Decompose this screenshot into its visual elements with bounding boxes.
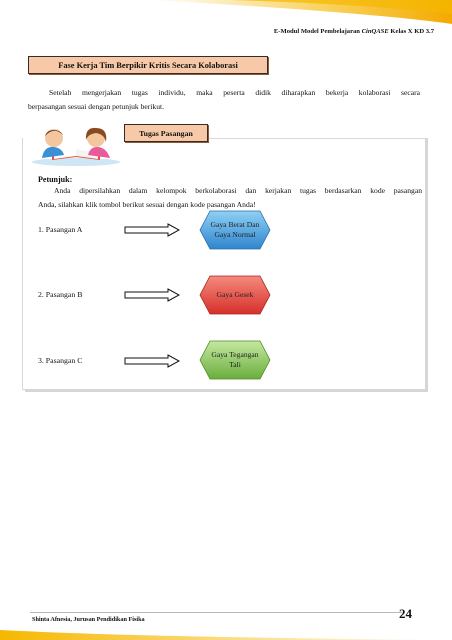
pair-c-button-label: Gaya Tegangan Tali [211,350,259,369]
section-title: Fase Kerja Tim Berpikir Kritis Secara Kolaborasi [28,56,268,74]
instructions-line-2: Anda, silahkan klik tombol berikut sesuai dengan kode pasangan Anda! [38,200,256,209]
pair-a-button[interactable] [198,209,272,251]
instructions-line-1: Anda dipersilahkan dalam kelompok berkolaborasi dan kerjakan tugas berdasarkan kode pasangan [54,186,422,195]
footer-decoration [0,626,452,640]
header-title: E-Modul Model Pembelajaran CinQASE Kelas X KD 3.7 [273,28,434,35]
task-title: Tugas Pasangan [124,124,208,142]
intro-paragraph-line-1: Setelah mengerjakan tugas individu, maka peserta didik diharapkan bekerja kolaborasi secara [49,88,420,97]
pair-b-label: 2. Pasangan B [38,290,83,299]
arrow-right-icon [124,354,180,368]
instructions-label: Petunjuk: [38,175,73,184]
kids-reading-icon [30,124,122,166]
intro-paragraph-line-2: berpasangan sesuai dengan petunjuk berikut. [28,102,165,111]
arrow-right-icon [124,223,180,237]
pair-c-button[interactable] [198,339,272,381]
footer-author: Shinta Afnesia, Jurusan Pendidikan Fisika [32,616,145,623]
pair-a-button-label: Gaya Berat Dan Gaya Normal [210,220,260,239]
page-number: 24 [399,606,412,621]
footer-divider [30,612,402,613]
pair-b-button[interactable] [198,274,272,316]
pair-b-button-label: Gaya Gesek [216,290,254,299]
header-decoration [0,0,452,30]
pair-a-label: 1. Pasangan A [38,225,83,234]
pair-c-label: 3. Pasangan C [38,356,83,365]
arrow-right-icon [124,288,180,302]
